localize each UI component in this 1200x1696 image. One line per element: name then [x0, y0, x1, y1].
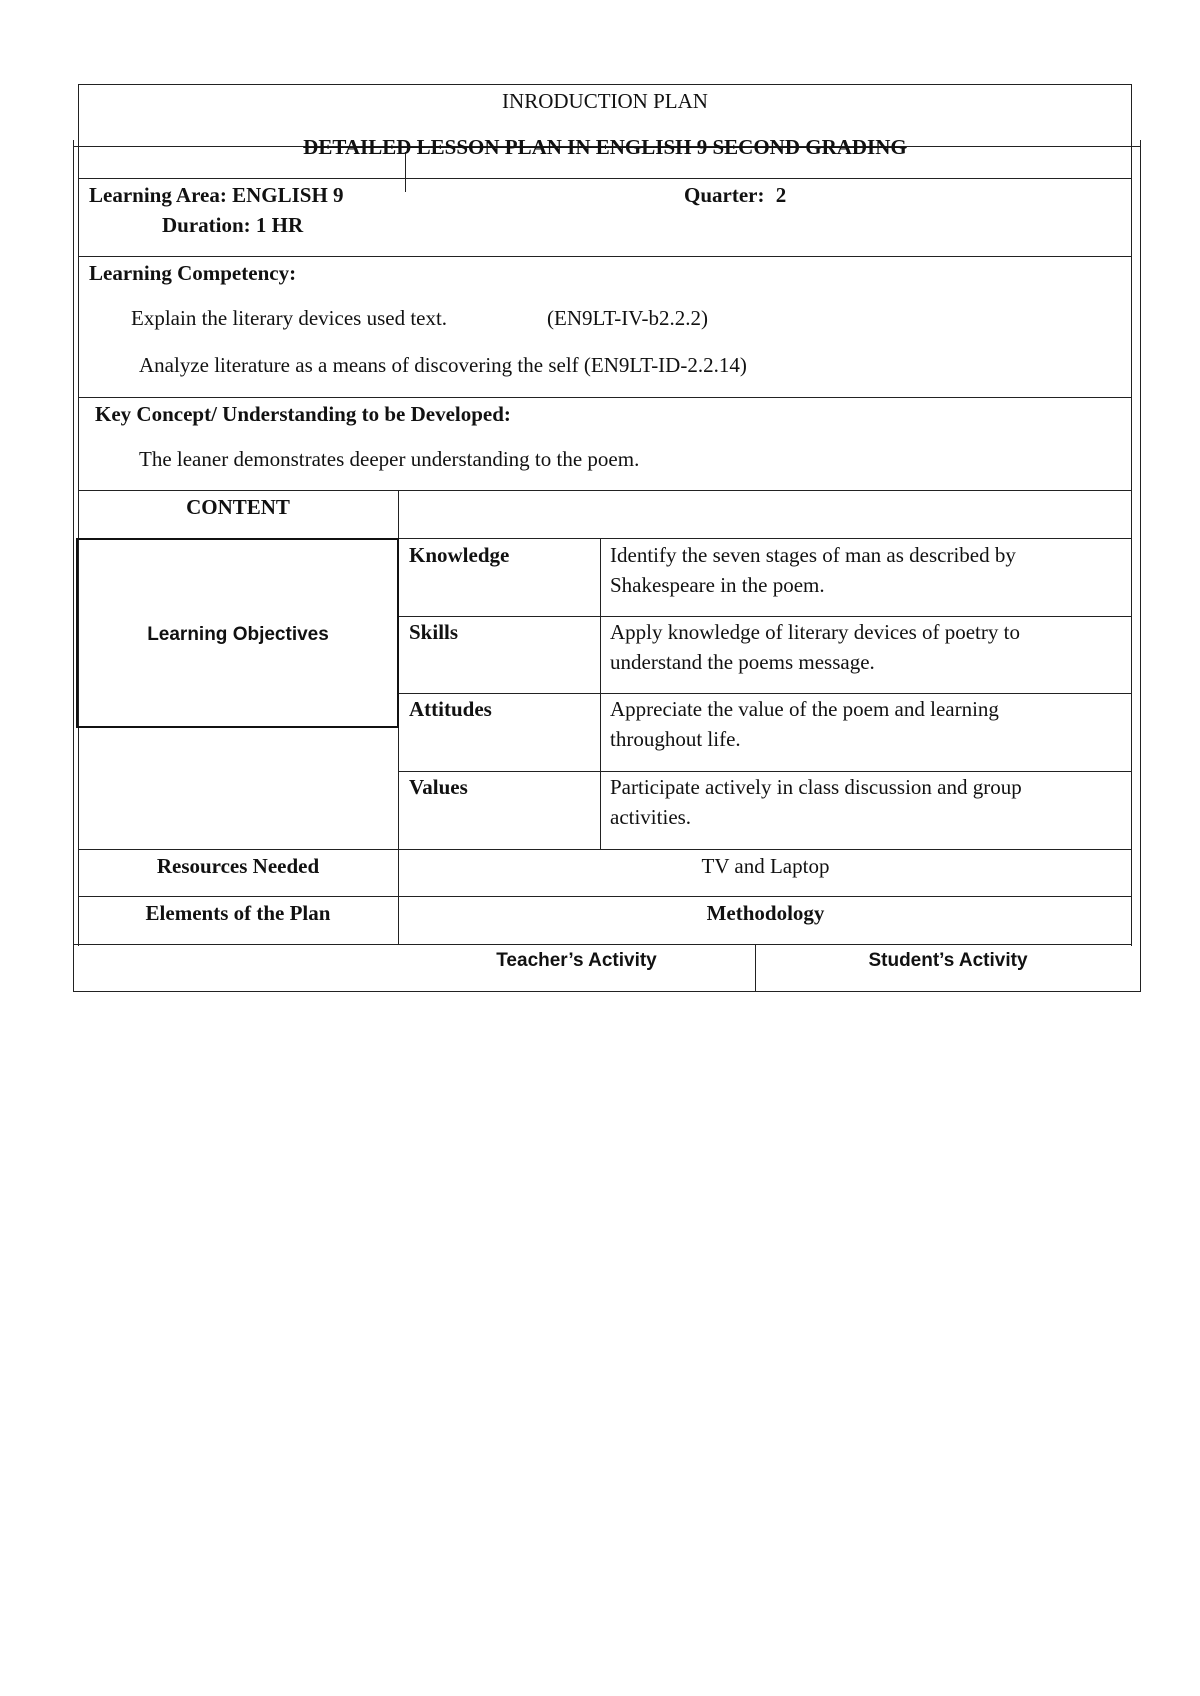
elements-label: Elements of the Plan — [145, 901, 331, 925]
objective-text-line: Apply knowledge of literary devices of poetry to — [610, 620, 1020, 644]
learning-area-value: ENGLISH 9 — [232, 183, 344, 207]
methodology-label: Methodology — [706, 901, 825, 925]
competency-item-1-code: (EN9LT-IV-b2.2.2) — [547, 306, 708, 330]
quarter-label: Quarter: — [684, 183, 765, 207]
resources-value: TV and Laptop — [701, 854, 830, 878]
competency-item-1: Explain the literary devices used text. — [131, 306, 448, 330]
content-label: CONTENT — [186, 495, 290, 519]
objective-text-line: Shakespeare in the poem. — [610, 573, 825, 597]
objective-category: Knowledge — [409, 543, 510, 567]
quarter-value: 2 — [775, 183, 787, 207]
competency-heading: Learning Competency: — [89, 261, 297, 285]
lesson-title: DETAILED LESSON PLAN IN ENGLISH 9 SECOND GRADING — [303, 135, 907, 159]
teacher-activity-header: Teacher’s Activity — [496, 950, 657, 971]
student-activity-header: Student’s Activity — [868, 950, 1028, 971]
objective-text-line: Participate actively in class discussion and group — [610, 775, 1022, 799]
objective-text-line: Identify the seven stages of man as described by — [610, 543, 1016, 567]
key-concept-text: The leaner demonstrates deeper understanding to the poem. — [139, 447, 640, 471]
key-concept-heading: Key Concept/ Understanding to be Developed: — [95, 402, 511, 426]
learning-area-label: Learning Area: — [89, 183, 227, 207]
duration: Duration: 1 HR — [162, 213, 304, 237]
learning-area — [89, 180, 344, 210]
learning-objectives-label: Learning Objectives — [147, 624, 329, 645]
quarter — [684, 180, 786, 210]
objective-text-line: Appreciate the value of the poem and learning — [610, 697, 999, 721]
objective-text-line: throughout life. — [610, 727, 741, 751]
objective-category: Skills — [409, 620, 459, 644]
objective-text-line: understand the poems message. — [610, 650, 875, 674]
objective-text-line: activities. — [610, 805, 692, 829]
objective-category: Values — [409, 775, 468, 799]
resources-label: Resources Needed — [156, 854, 320, 878]
plan-title: INRODUCTION PLAN — [502, 89, 708, 113]
objective-category: Attitudes — [409, 697, 492, 721]
competency-item-2: Analyze literature as a means of discovering the self (EN9LT-ID-2.2.14) — [139, 353, 747, 377]
